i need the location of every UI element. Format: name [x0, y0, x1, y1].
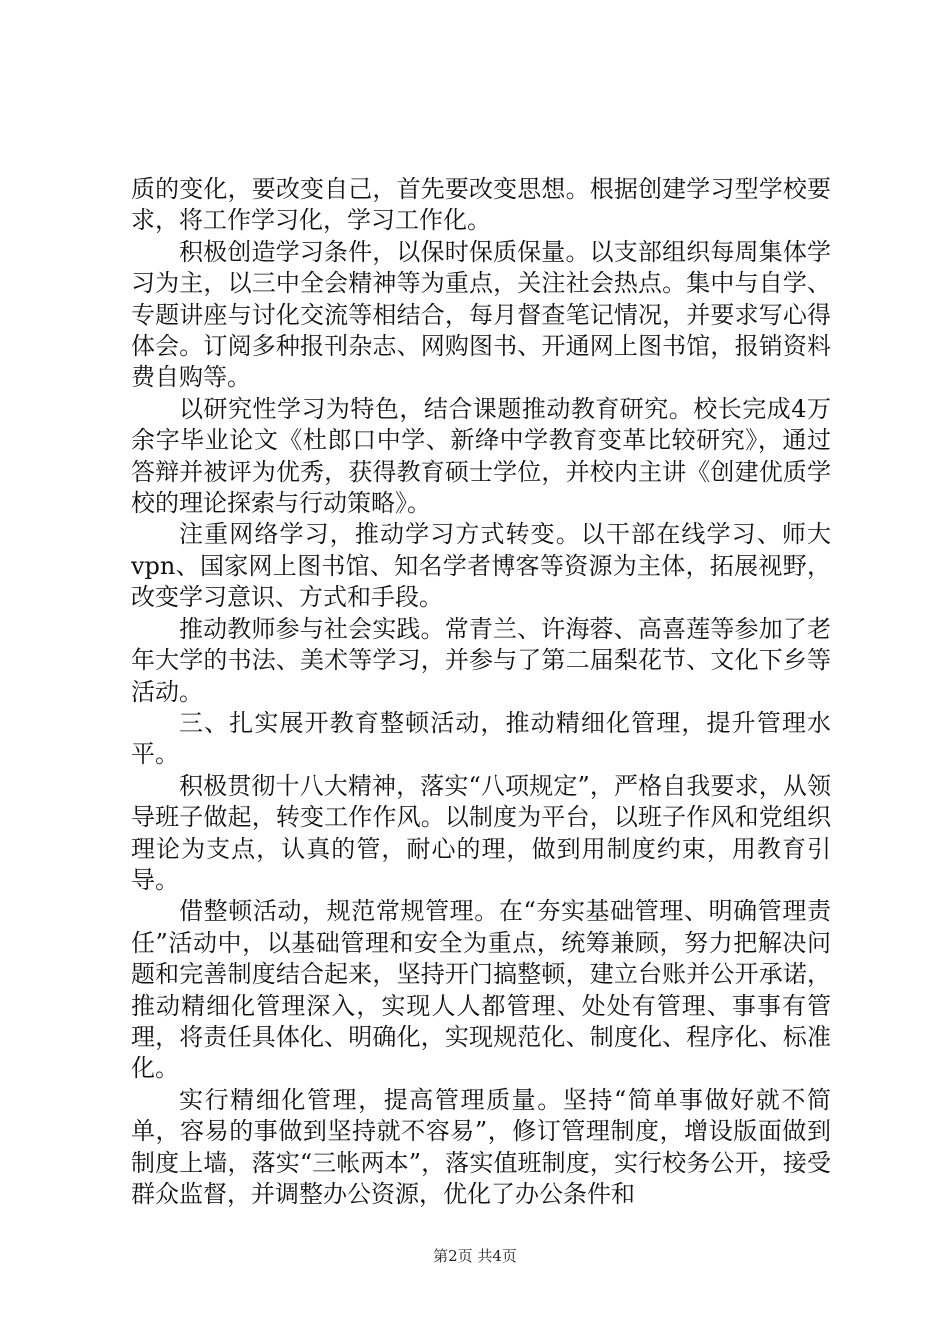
page-footer — [0, 1245, 950, 1266]
paragraph-6: 积极贯彻十八大精神，落实“八项规定”，严格自我要求，从领导班子做起，转变工作作风。以制度为平台，以班子作风和党组织理论为支点，认真的管，耐心的理，做到用制度约束，用教育引导。 — [131, 771, 831, 894]
paragraph-1: 质的变化，要改变自己，首先要改变思想。根据创建学习型学校要求，将工作学习化，学习工作化。 — [131, 175, 831, 235]
paragraph-5: 推动教师参与社会实践。常青兰、许海蓉、高喜莲等参加了老年大学的书法、美术等学习，并参与了第二届梨花节、文化下乡等活动。 — [131, 614, 831, 706]
paragraph-4: 注重网络学习，推动学习方式转变。以干部在线学习、师大vpn、国家网上图书馆、知名学者博客等资源为主体，拓展视野，改变学习意识、方式和手段。 — [131, 520, 831, 612]
paragraph-3: 以研究性学习为特色，结合课题推动教育研究。校长完成4万余字毕业论文《杜郎口中学、新绛中学教育变革比较研究》，通过答辩并被评为优秀，获得教育硕士学位，并校内主讲《创建优质学校的理论探索与行动策略》。 — [131, 394, 831, 518]
section-heading-3: 三、扎实展开教育整顿活动，推动精细化管理，提升管理水平。 — [131, 708, 831, 769]
paragraph-8: 实行精细化管理，提高管理质量。坚持“简单事做好就不简单，容易的事做到坚持就不容易”，修订管理制度，增设版面做到制度上墙，落实“三帐两本”，落实值班制度，实行校务公开，接受群众监督，并调整办公资源，优化了办公条件和 — [131, 1085, 831, 1208]
paragraph-7: 借整顿活动，规范常规管理。在“夯实基础管理、明确管理责任”活动中，以基础管理和安全为重点，统筹兼顾，努力把解决问题和完善制度结合起来，坚持开门搞整顿，建立台账并公开承诺，推动精细化管理深入，实现人人都管理、处处有管理、事事有管理，将责任具体化、明确化，实现规范化、制度化、程序化、标准化。 — [131, 897, 831, 1083]
paragraph-2: 积极创造学习条件，以保时保质保量。以支部组织每周集体学习为主，以三中全会精神等为重点，关注社会热点。集中与自学、专题讲座与讨化交流等相结合，每月督查笔记情况，并要求写心得体会。订阅多种报刊杂志、网购图书、开通网上图书馆，报销资料费自购等。 — [131, 237, 831, 392]
document-body — [131, 174, 831, 1210]
page-number-label: 第2页 共4页 — [433, 1247, 517, 1265]
